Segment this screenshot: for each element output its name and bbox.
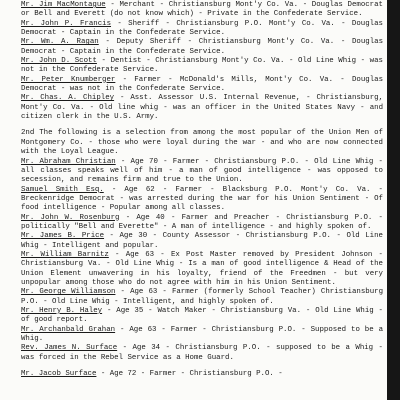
person-details: - Age 72 - Farmer - Christiansburg P.O. - bbox=[96, 370, 283, 379]
person-details: - Age 70 - Farmer - Christiansburg P.O. - Old Line Whig - all classes speaks well of him - a man of good intelligence - was opposed to secession, and remains firm and true to the Union. bbox=[21, 157, 383, 185]
list-item bbox=[21, 94, 383, 122]
person-name: Mr. Jacob Surface bbox=[21, 370, 97, 379]
list-item bbox=[21, 38, 383, 57]
list-item bbox=[21, 307, 383, 326]
person-name: Samuel Smith Esq. bbox=[21, 185, 104, 194]
list-item bbox=[21, 214, 383, 233]
person-details: - Age 63 - Ex Post Master removed by President Johnson - Christiansburg Va. - Old Line Whig - Is a man of good intelligence & Head of the Union Element unwavering in his loyalty, friend of the Freedmen - but very unpopular among those who do not agree with him in his Union Sentiment. bbox=[21, 250, 383, 287]
person-details: - Age 63 - Farmer - Christiansburg P.O. - Supposed to be a Whig. bbox=[21, 325, 384, 344]
list-item bbox=[21, 76, 383, 95]
list-item bbox=[21, 370, 383, 379]
person-details: - Dentist - Christiansburg Mont'y Co. Va. - Old Line Whig - was not in the Confederate Service. bbox=[21, 57, 383, 75]
document-body bbox=[21, 1, 383, 379]
person-details: - Age 35 - Watch Maker - Christiansburg Va. - Old Line Whig - of good report. bbox=[21, 307, 383, 325]
section-intro: 2nd The following is a selection from among the most popular of the Union Men of Montgomery Co. - those who were loyal during the war - and who are now connected with the Loyal League. bbox=[21, 129, 383, 157]
person-name: Mr. George Williamson bbox=[21, 288, 116, 297]
list-item bbox=[21, 57, 383, 76]
person-details: - Age 62 - Farmer - Blacksburg P.O. Mont'y Co. Va. - Breckenridge Democrat - was arrested during the war for his Union Sentiment - Of food intelligence - Popular among all classes. bbox=[21, 185, 383, 213]
person-details: - Age 40 - Farmer and Preacher - Christiansburg P.O. - politically "Bell and Everette" - A man of intelligence - and highly spoken of. bbox=[21, 213, 383, 231]
person-name: Mr. Archanbald Grahan bbox=[21, 325, 116, 334]
list-item bbox=[21, 326, 383, 345]
list-item bbox=[21, 20, 383, 39]
person-details: - Deputy Sheriff - Christiansburg Mont'y Co. Va. - Douglas Democrat - Captain in the Confederate Service. bbox=[21, 38, 384, 56]
person-name: Mr. Chas. A. Chipley bbox=[21, 94, 115, 103]
person-name: Mr. Abraham Christian bbox=[21, 157, 116, 166]
person-name: Mr. John W. Rosenburg bbox=[21, 213, 120, 222]
person-name: Mr. John P. Francis bbox=[21, 19, 112, 28]
list-item bbox=[21, 232, 383, 251]
list-item bbox=[21, 288, 383, 307]
person-name: Mr. Jim MacMontague bbox=[21, 1, 106, 9]
person-name: Mr. Henry B. Haley bbox=[21, 307, 103, 315]
person-name: Mr. Wm. A. Ragan bbox=[21, 38, 99, 47]
person-name: Mr. James B. Price bbox=[21, 232, 105, 241]
list-item bbox=[21, 1, 383, 20]
list-item bbox=[21, 344, 383, 363]
person-details: - Asst. Assessor U.S. Internal Revenue, - Christiansburg, Mont'y Co. Va. - Old line whig - was an officer in the United States Navy - and citizen clerk in the U.S. Army. bbox=[21, 94, 384, 122]
list-item bbox=[21, 186, 383, 214]
list-item bbox=[21, 251, 383, 288]
person-details: - Age 63 - Farmer (formerly School Teacher) Christiansburg P.O. - Old Line Whig - Intelligent, and highly spoken of. bbox=[21, 288, 384, 306]
person-details: - Age 30 - County Assessor - Christiansburg P.O. - Old Line Whig - Intelligent and popular. bbox=[21, 232, 383, 250]
list-item bbox=[21, 158, 383, 186]
person-name: Mr. John D. Scott bbox=[21, 57, 97, 66]
person-details: - Merchant - Christiansburg Mont'y Co. Va. - Douglas Democrat or Bell and Everett (do not know which) - Private in the Confederate Service. bbox=[21, 1, 383, 19]
person-name: Mr. William Barnitz bbox=[21, 250, 109, 259]
person-details: - Sheriff - Christiansburg P.O. Mont'y Co. Va. - Douglas Democrat - Captain in the Confederate Service. bbox=[21, 19, 383, 38]
person-name: Mr. Peter Knumberger bbox=[21, 75, 116, 84]
person-details: - Farmer - McDonald's Mills, Mont'y Co. Va. - Douglas Democrat - was not in the Confederate Service. bbox=[21, 75, 384, 94]
person-name: Rev. James N. Surface bbox=[21, 344, 118, 353]
person-details: - Age 34 - Christiansburg P.O. - supposed to be a Whig - was forced in the Rebel Service as a Home Guard. bbox=[21, 344, 383, 362]
page-edge-shadow bbox=[387, 0, 400, 400]
